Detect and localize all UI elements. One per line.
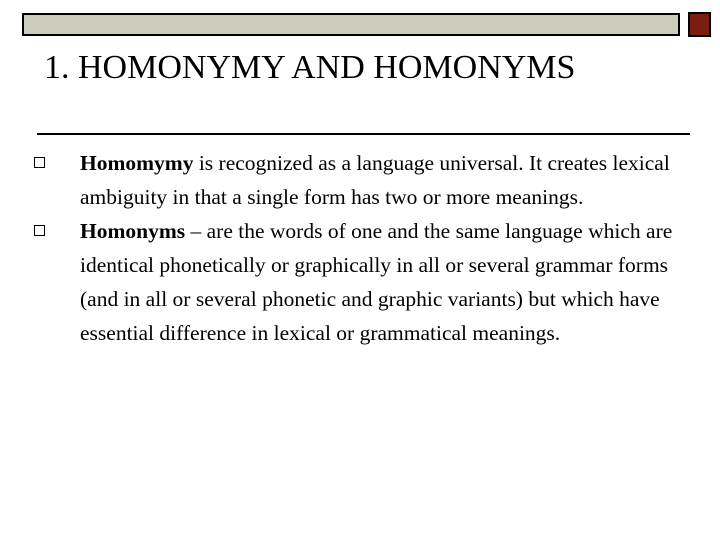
- bullet-item-homonyms: [34, 214, 674, 350]
- bullet-text: is recognized as a language universal. It creates lexical ambiguity in that a single form has two or more meanings.: [80, 151, 670, 209]
- slide-title: 1. HOMONYMY AND HOMONYMS: [44, 49, 576, 86]
- bullet-term: Homonyms: [80, 219, 186, 243]
- bullet-item-homonymy: [34, 146, 674, 214]
- hollow-square-bullet-icon: [34, 225, 45, 236]
- bullet-list: [34, 146, 674, 350]
- bullet-term: Homomymy: [80, 151, 194, 175]
- decorative-corner-square: [688, 12, 711, 37]
- hollow-square-bullet-icon: [34, 157, 45, 168]
- title-divider: [37, 133, 690, 135]
- bullet-text: – are the words of one and the same language which are identical phonetically or graphically in all or several grammar forms (and in all or several phonetic and graphic variants) but which have essential difference in lexical or grammatical meanings.: [80, 219, 673, 345]
- decorative-top-bar: [22, 13, 680, 36]
